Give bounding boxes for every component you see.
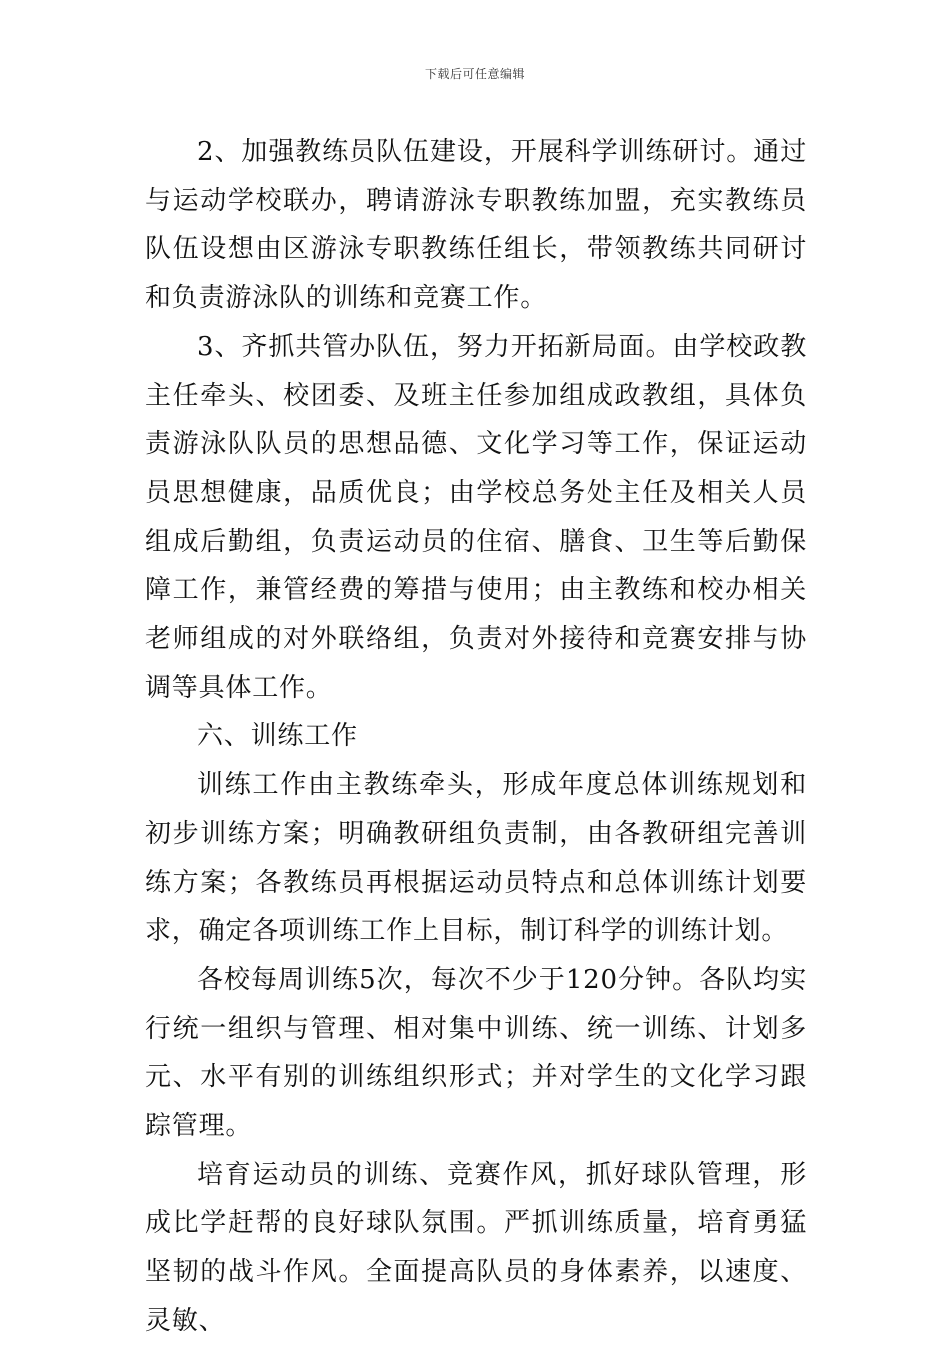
paragraph-weekly-training: 各校每周训练5次，每次不少于120分钟。各队均实行统一组织与管理、相对集中训练、统一训练、计划多元、水平有别的训练组织形式；并对学生的文化学习跟踪管理。 bbox=[145, 964, 807, 1142]
section-heading-training: 六、训练工作 bbox=[197, 721, 358, 752]
document-body bbox=[145, 128, 807, 1346]
paragraph-coach-team: 2、加强教练员队伍建设，开展科学训练研讨。通过与运动学校联办，聘请游泳专职教练加盟，充实教练员队伍设想由区游泳专职教练任组长，带领教练共同研讨和负责游泳队的训练和竞赛工作。 bbox=[145, 137, 807, 314]
paragraph-training-plan: 训练工作由主教练牵头，形成年度总体训练规划和初步训练方案；明确教研组负责制，由各教研组完善训练方案；各教练员再根据运动员特点和总体训练计划要求，确定各项训练工作上目标，制订科学的训练计划。 bbox=[145, 770, 807, 947]
paragraph-joint-management: 3、齐抓共管办队伍，努力开拓新局面。由学校政教主任牵头、校团委、及班主任参加组成政教组，具体负责游泳队队员的思想品德、文化学习等工作，保证运动员思想健康，品质优良；由学校总务处主任及相关人员组成后勤组，负责运动员的住宿、膳食、卫生等后勤保障工作，兼管经费的筹措与使用；由主教练和校办相关老师组成的对外联络组，负责对外接待和竞赛安排与协调等具体工作。 bbox=[145, 331, 807, 703]
page-header: 下载后可任意编辑 bbox=[424, 67, 525, 81]
paragraph-team-culture: 培育运动员的训练、竞赛作风，抓好球队管理，形成比学赶帮的良好球队氛围。严抓训练质量，培育勇猛坚韧的战斗作风。全面提高队员的身体素养，以速度、灵敏、 bbox=[145, 1159, 807, 1336]
